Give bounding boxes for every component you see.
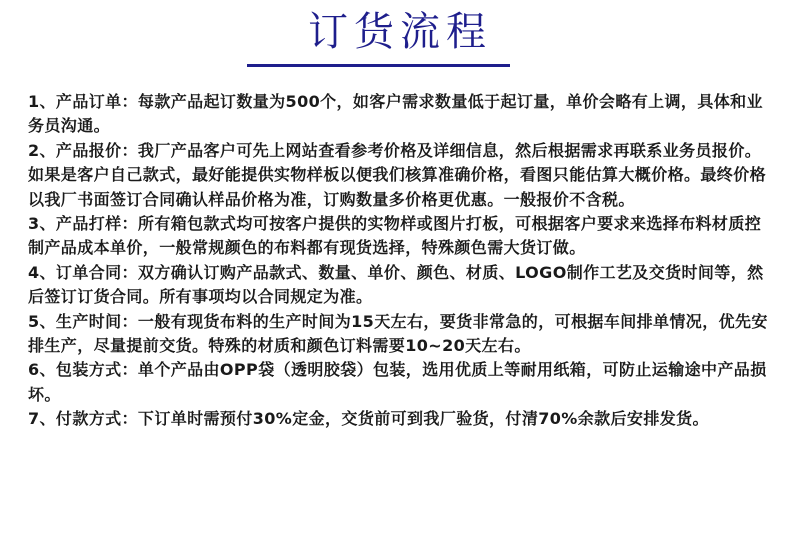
title-underline [247,64,510,67]
list-item-payment: 7、付款方式：下订单时需预付30%定金，交货前可到我厂验货，付清70%余款后安排发货。 [28,409,709,429]
list-item-packaging: 6、包装方式：单个产品由OPP袋（透明胶袋）包装，选用优质上等耐用纸箱，可防止运输途中产品损坏。 [28,360,767,404]
page-title: 订货流程 [308,9,492,55]
ordering-process-list [28,90,768,432]
list-item-sampling: 3、产品打样：所有箱包款式均可按客户提供的实物样或图片打板，可根据客户要求来选择布料材质控制产品成本单价，一般常规颜色的布料都有现货选择，特殊颜色需大货订做。 [28,214,762,258]
list-item-order: 1、产品订单：每款产品起订数量为500个，如客户需求数量低于起订量，单价会略有上调，具体和业务员沟通。 [28,92,763,136]
list-item-production-time: 5、生产时间：一般有现货布料的生产时间为15天左右，要货非常急的，可根据车间排单情况，优先安排生产，尽量提前交货。特殊的材质和颜色订料需要10~20天左右。 [28,311,768,356]
list-item-contract: 4、订单合同：双方确认订购产品款式、数量、单价、颜色、材质、LOGO制作工艺及交货时间等，然后签订订货合同。所有事项均以合同规定为准。 [28,262,764,307]
list-item-quotation: 2、产品报价：我厂产品客户可先上网站查看参考价格及详细信息，然后根据需求再联系业务员报价。如果是客户自己款式，最好能提供实物样板以便我们核算准确价格，看图只能估算大概价格。最终价格以我厂书面签订合同确认样品价格为准，订购数量多价格更优惠。一般报价不含税。 [28,140,767,209]
